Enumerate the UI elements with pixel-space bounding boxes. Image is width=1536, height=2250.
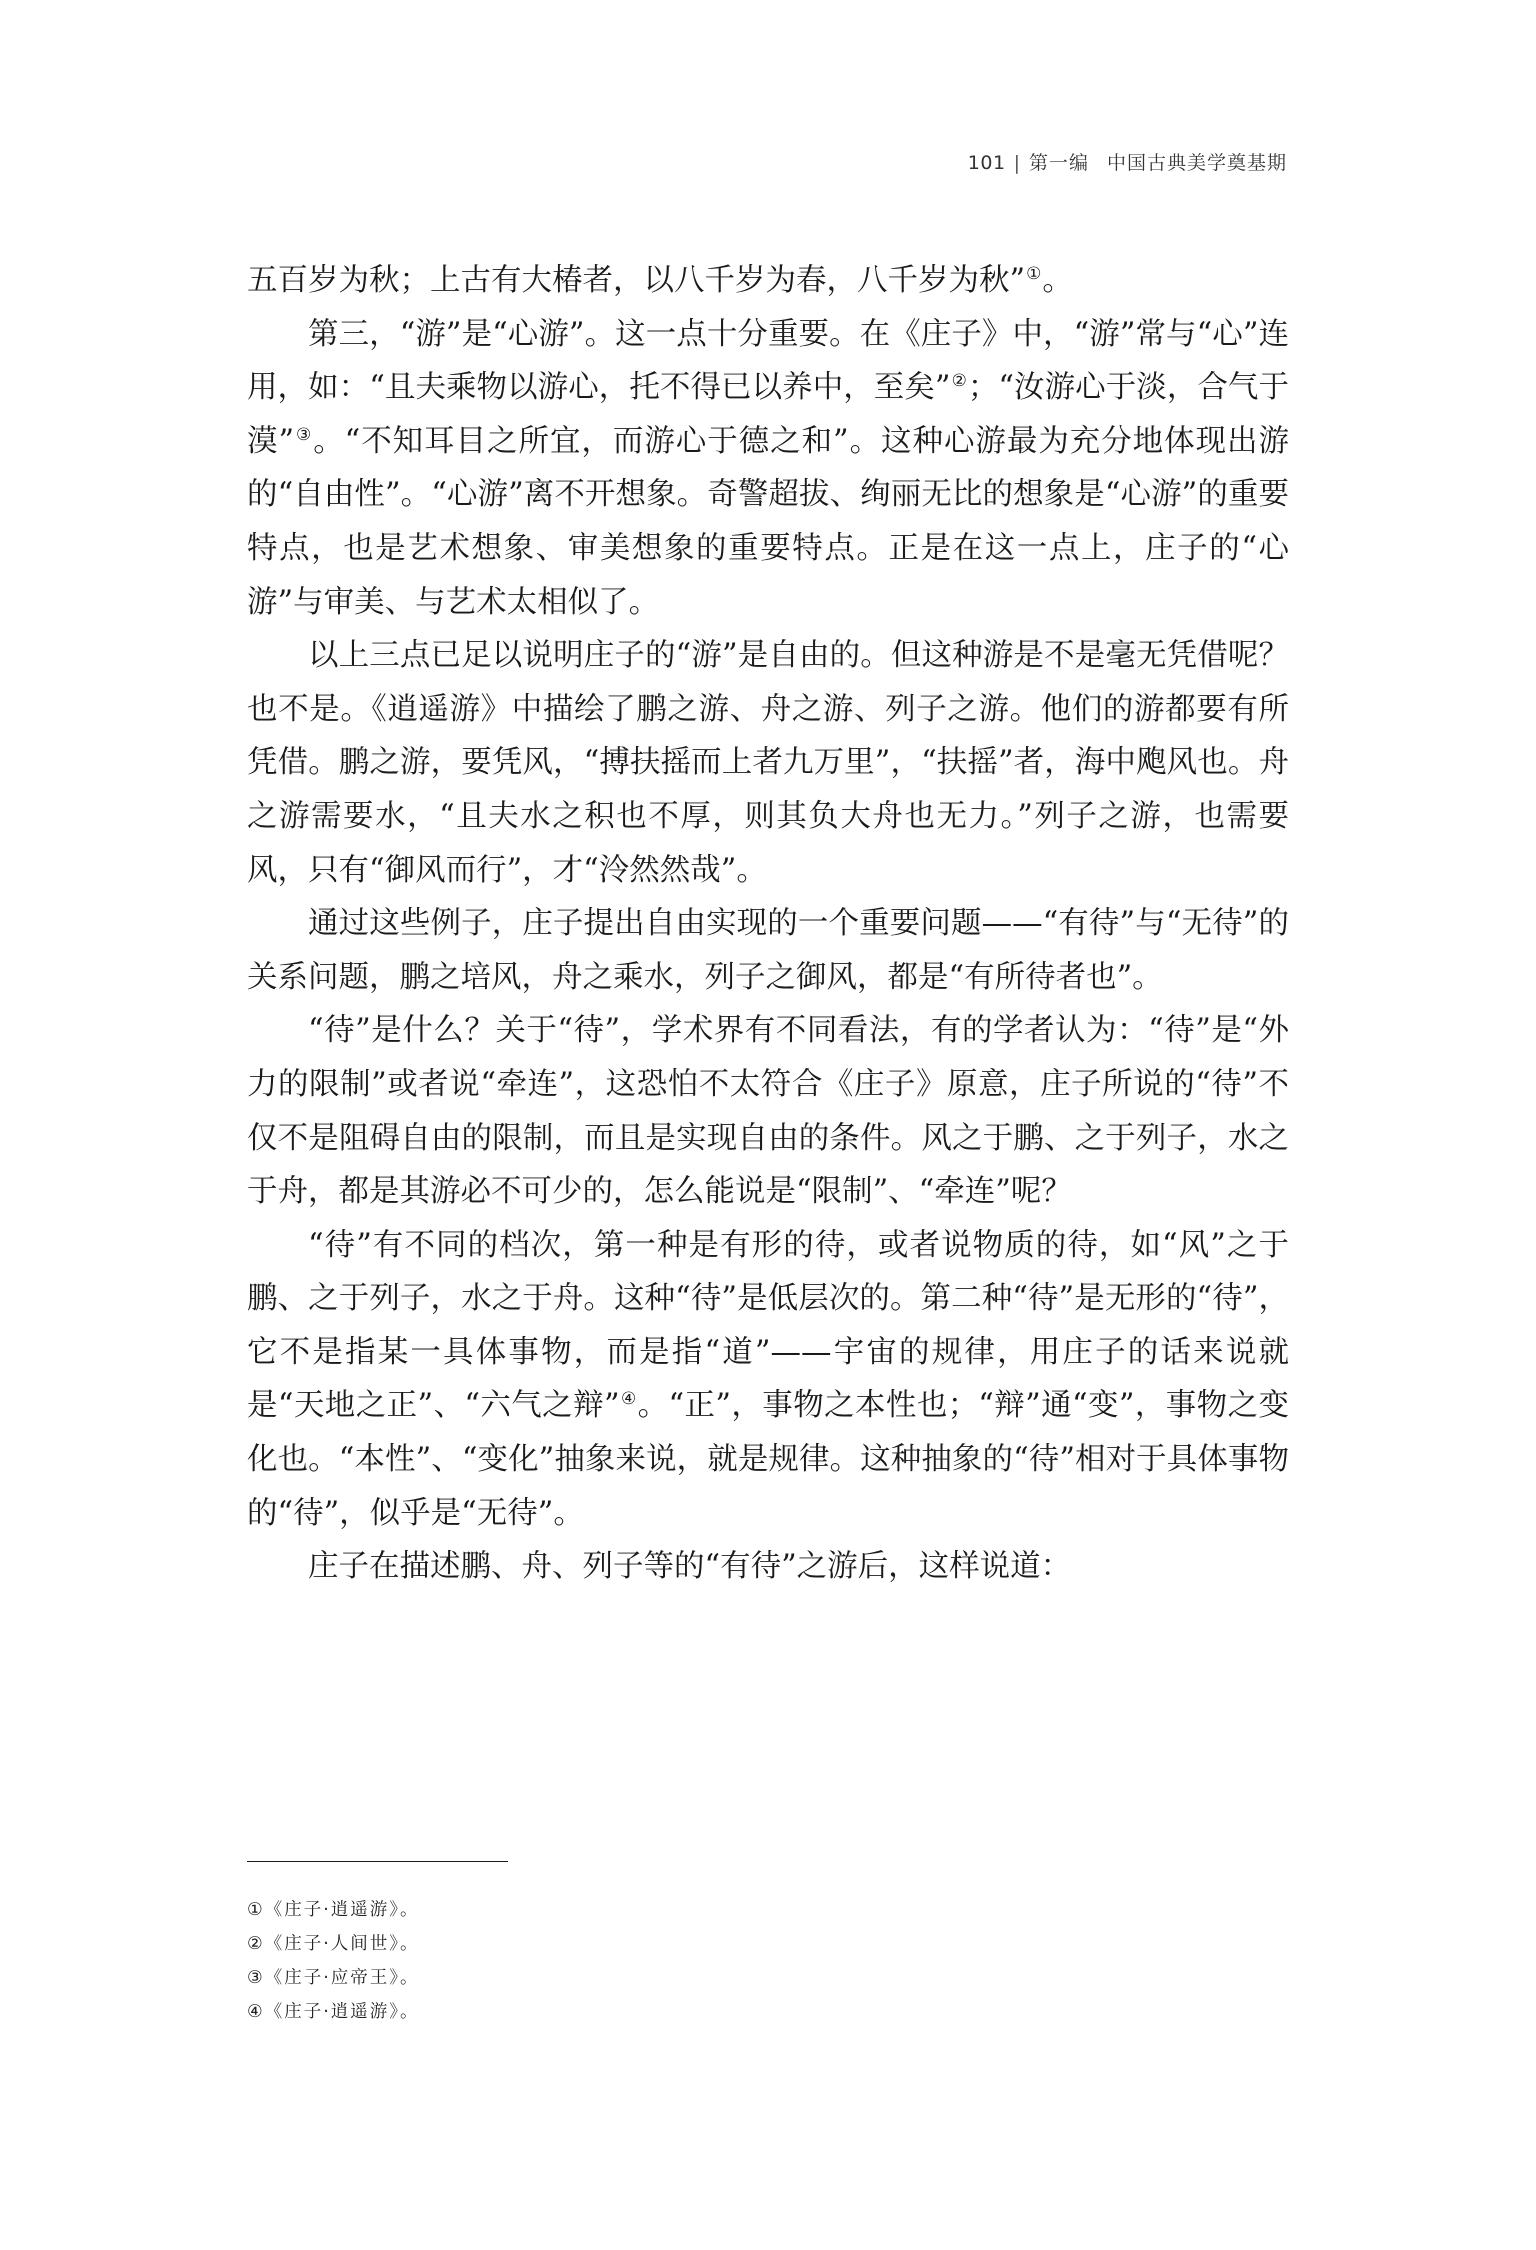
body-text [247, 254, 1289, 1594]
text-run: “待”是什么？关于“待”，学术界有不同看法，有的学者认为：“待”是“外力的限制”或者说“牵连”，这恐怕不太符合《庄子》原意，庄子所说的“待”不仅不是阻碍自由的限制，而且是实现自由的条件。风之于鹏、之于列子，水之于舟，都是其游必不可少的，怎么能说是“限制”、“牵连”呢？ [247, 1013, 1289, 1210]
header-title: 中国古典美学奠基期 [1106, 152, 1287, 174]
paragraph [247, 1004, 1289, 1218]
text-run: 。 [1042, 263, 1073, 298]
text-run: ；“汝游心于淡，合气于漠” [247, 370, 1289, 459]
page-number: 101 [967, 152, 1006, 174]
header-separator: | [1013, 152, 1021, 174]
footnote-ref: ② [951, 371, 967, 392]
paragraph [247, 1219, 1289, 1541]
text-run: 以上三点已足以说明庄子的“游”是自由的。但这种游是不是毫无凭借呢？也不是。《逍遥游》中描绘了鹏之游、舟之游、列子之游。他们的游都要有所凭借。鹏之游，要凭风，“搏扶摇而上者九万里”，“扶摇”者，海中飑风也。舟之游需要水，“且夫水之积也不厚，则其负大舟也无力。”列子之游，也需要风，只有“御风而行”，才“泠然然哉”。 [247, 638, 1289, 888]
footnote-ref: ③ [295, 424, 313, 445]
footnote-ref: ④ [620, 1389, 637, 1410]
footnotes [247, 1893, 420, 2029]
text-run: 五百岁为秋；上古有大椿者，以八千岁为春，八千岁为秋” [247, 263, 1026, 298]
text-run: 通过这些例子，庄子提出自由实现的一个重要问题——“有待”与“无待”的关系问题，鹏之培风，舟之乘水，列子之御风，都是“有所待者也”。 [247, 906, 1289, 995]
footnote-divider [247, 1861, 508, 1862]
footnote: ②《庄子·人间世》。 [247, 1934, 420, 1954]
text-run: “待”有不同的档次，第一种是有形的待，或者说物质的待，如“风”之于鹏、之于列子，水之于舟。这种“待”是低层次的。第二种“待”是无形的“待”，它不是指某一具体事物，而是指“道”——宇宙的规律，用庄子的话来说就是“天地之正”、“六气之辩” [247, 1227, 1289, 1424]
text-run: 。“正”，事物之本性也；“辩”通“变”，事物之变化也。“本性”、“变化”抽象来说，就是规律。这种抽象的“待”相对于具体事物的“待”，似乎是“无待”。 [247, 1388, 1289, 1531]
footnote: ④《庄子·逍遥游》。 [247, 2002, 420, 2022]
footnote: ③《庄子·应帝王》。 [247, 1968, 420, 1988]
text-run: 庄子在描述鹏、舟、列子等的“有待”之游后，这样说道： [308, 1549, 1072, 1585]
paragraph [247, 1540, 1289, 1594]
paragraph [247, 308, 1289, 630]
header-part: 第一编 [1028, 152, 1089, 174]
paragraph [247, 897, 1289, 1004]
text-run: 第三，“游”是“心游”。这一点十分重要。在《庄子》中，“游”常与“心”连用，如：“且夫乘物以游心，托不得已以养中，至矣” [247, 316, 1289, 406]
running-header [968, 148, 1287, 175]
paragraph [247, 629, 1289, 897]
text-run: 。“不知耳目之所宜，而游心于德之和”。这种心游最为充分地体现出游的“自由性”。“心游”离不开想象。奇警超拔、绚丽无比的想象是“心游”的重要特点，也是艺术想象、审美想象的重要特点。正是在这一点上，庄子的“心游”与审美、与艺术太相似了。 [247, 423, 1290, 620]
paragraph [247, 254, 1289, 308]
footnote-ref: ① [1026, 263, 1042, 284]
footnote: ①《庄子·逍遥游》。 [247, 1900, 420, 1920]
